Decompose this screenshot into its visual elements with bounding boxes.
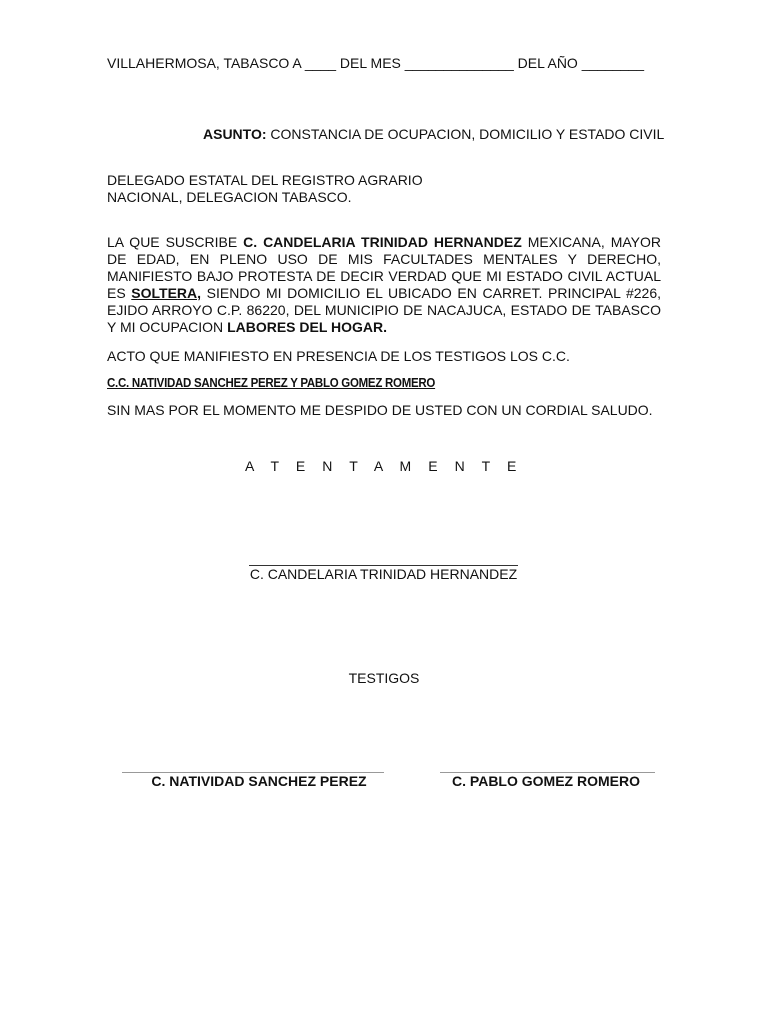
witness-2-name: C. PABLO GOMEZ ROMERO	[452, 773, 640, 789]
addressee-block	[107, 172, 423, 206]
closing-line: SIN MAS POR EL MOMENTO ME DESPIDO DE USTED CON UN CORDIAL SALUDO.	[107, 402, 653, 418]
place-date-line: VILLAHERMOSA, TABASCO A ____ DEL MES ______________ DEL AÑO ________	[107, 55, 644, 71]
subject-label: ASUNTO:	[203, 126, 267, 142]
declaration-intro: LA QUE SUSCRIBE	[107, 234, 244, 250]
declaration-middle: MEXICANA, MAYOR DE EDAD, EN PLENO USO DE MIS FACULTADES MENTALES Y DERECHO, MANIFIESTO BAJO PROTESTA DE DECIR VERDAD QUE MI ESTADO CIVIL ACTUAL ES	[107, 234, 661, 301]
witness-names-line: C.C. NATIVIDAD SANCHEZ PEREZ Y PABLO GOMEZ ROMERO	[107, 376, 436, 390]
subject-text: CONSTANCIA DE OCUPACION, DOMICILIO Y ESTADO CIVIL	[270, 126, 665, 142]
subject-line	[203, 126, 664, 142]
signer-name: C. CANDELARIA TRINIDAD HERNANDEZ	[249, 566, 518, 582]
witnesses-heading: TESTIGOS	[348, 670, 420, 686]
witness-intro: ACTO QUE MANIFIESTO EN PRESENCIA DE LOS TESTIGOS LOS C.C.	[107, 348, 570, 364]
addressee-line-2: NACIONAL, DELEGACION TABASCO.	[107, 189, 352, 205]
sign-off: A T E N T A M E N T E	[245, 458, 523, 474]
addressee-line-1: DELEGADO ESTATAL DEL REGISTRO AGRARIO	[107, 172, 423, 188]
witness-1-name: C. NATIVIDAD SANCHEZ PEREZ	[151, 773, 367, 789]
civil-status: SOLTERA,	[131, 285, 202, 301]
declaration-paragraph	[107, 234, 661, 336]
declaration-address: SIENDO MI DOMICILIO EL UBICADO EN CARRET. PRINCIPAL #226, EJIDO ARROYO C.P. 86220, DEL MUNICIPIO DE NACAJUCA, ESTADO DE TABASCO Y MI OCUPACION	[107, 285, 661, 335]
declarant-name: C. CANDELARIA TRINIDAD HERNANDEZ	[243, 234, 522, 250]
occupation: LABORES DEL HOGAR.	[227, 319, 388, 335]
